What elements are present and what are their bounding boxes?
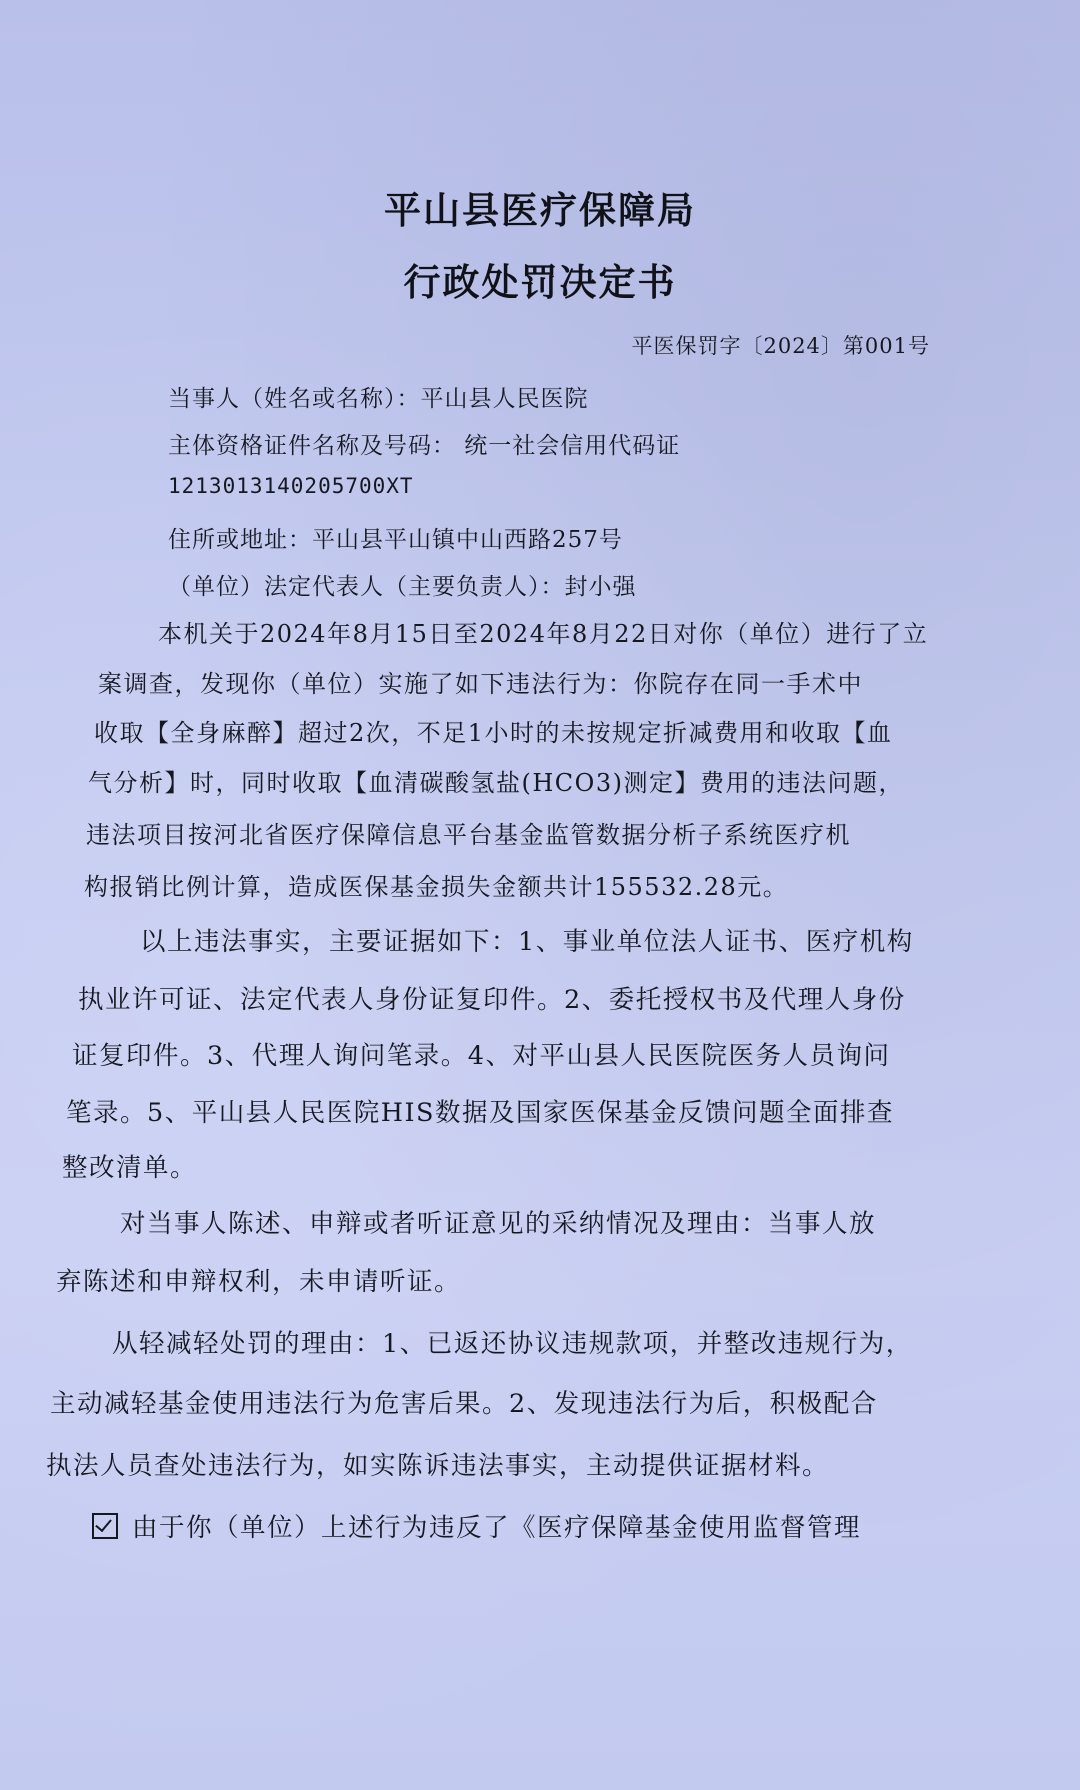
body-line: 气分析】时，同时收取【血清碳酸氢盐(HCO3)测定】费用的违法问题， — [88, 769, 904, 797]
body-line: 案调查，发现你（单位）实施了如下违法行为：你院存在同一手术中 — [98, 670, 863, 698]
body-line: 由于你（单位）上述行为违反了《医疗保障基金使用监督管理 — [132, 1513, 862, 1543]
body-line: 收取【全身麻醉】超过2次，不足1小时的未按规定折减费用和收取【血 — [94, 719, 893, 747]
checked-box-icon — [92, 1513, 118, 1539]
agency-title: 平山县医疗保障局 — [384, 189, 696, 232]
body-line: 执法人员查处违法行为，如实陈诉违法事实，主动提供证据材料。 — [46, 1451, 830, 1481]
body-line: 笔录。5、平山县人民医院HIS数据及国家医保基金反馈问题全面排查 — [66, 1098, 895, 1128]
body-line: 构报销比例计算，造成医保基金损失金额共计155532.28元。 — [84, 873, 789, 901]
body-line-with-checkbox — [92, 1508, 861, 1544]
body-line: 整改清单。 — [62, 1153, 198, 1183]
body-line: 证复印件。3、代理人询问笔录。4、对平山县人民医院医务人员询问 — [72, 1041, 891, 1071]
party-certificate-number: 1213013140205700XT — [168, 474, 414, 498]
party-certificate-line: 主体资格证件名称及号码： 统一社会信用代码证 — [168, 433, 681, 459]
body-line: 对当事人陈述、申辩或者听证意见的采纳情况及理由：当事人放 — [120, 1209, 877, 1239]
party-representative-line: （单位）法定代表人（主要负责人）：封小强 — [168, 574, 637, 600]
document-number: 平医保罚字〔2024〕第001号 — [631, 334, 930, 358]
body-line: 弃陈述和申辩权利，未申请听证。 — [56, 1267, 462, 1297]
body-line: 以上违法事实，主要证据如下：1、事业单位法人证书、医疗机构 — [140, 927, 914, 957]
body-line: 违法项目按河北省医疗保障信息平台基金监管数据分析子系统医疗机 — [86, 821, 851, 849]
party-address-line: 住所或地址：平山县平山镇中山西路257号 — [168, 527, 623, 553]
body-line: 本机关于2024年8月15日至2024年8月22日对你（单位）进行了立 — [158, 620, 929, 648]
body-line: 执业许可证、法定代表人身份证复印件。2、委托授权书及代理人身份 — [78, 985, 906, 1015]
party-name-line: 当事人（姓名或名称）：平山县人民医院 — [168, 386, 589, 412]
body-line: 从轻减轻处罚的理由：1、已返还协议违规款项，并整改违规行为， — [112, 1329, 913, 1359]
body-line: 主动减轻基金使用违法行为危害后果。2、发现违法行为后，积极配合 — [50, 1389, 878, 1419]
document-type-title: 行政处罚决定书 — [403, 261, 677, 304]
